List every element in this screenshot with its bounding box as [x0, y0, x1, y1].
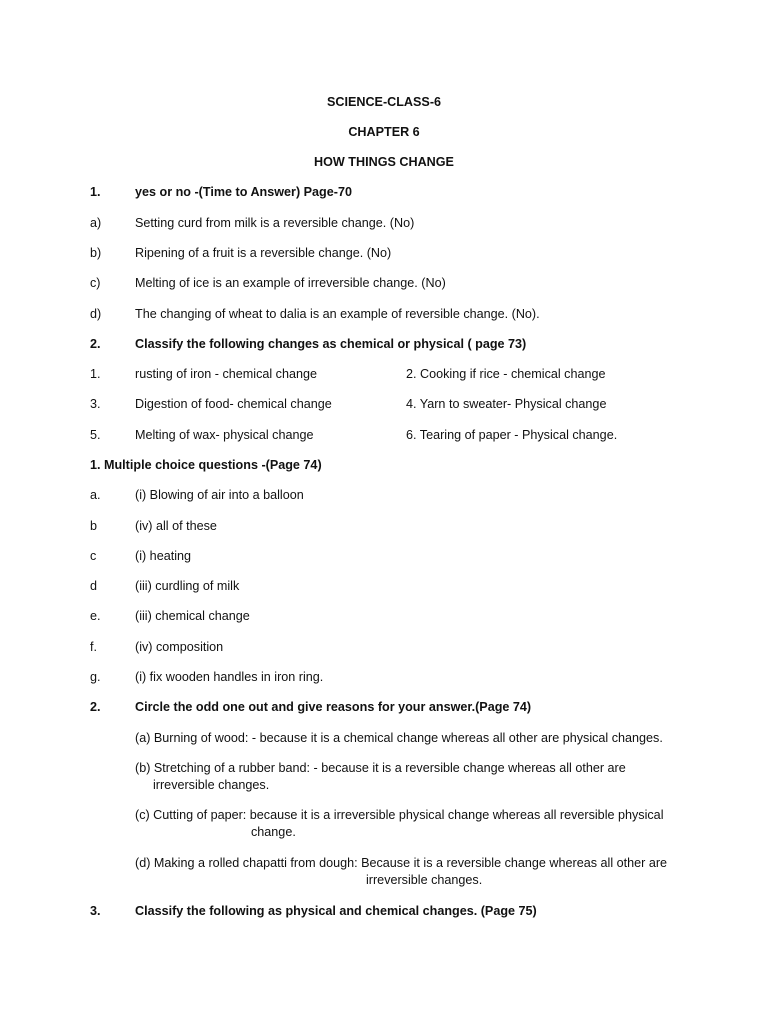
mcq-item-label: f. [90, 640, 97, 654]
q3-heading: Classify the following as physical and chemical changes. (Page 75) [135, 904, 537, 918]
odd-item-continuation: irreversible changes. [153, 778, 270, 792]
q1-item-label: a) [90, 216, 102, 230]
q2-row-left: rusting of iron - chemical change [135, 367, 318, 381]
mcq-item-text: (iv) composition [135, 640, 224, 654]
q2-row-right: 4. Yarn to sweater- Physical change [406, 397, 607, 411]
mcq-item-label: b [90, 519, 98, 533]
mcq-item-label: g. [90, 670, 101, 684]
mcq-heading: 1. Multiple choice questions -(Page 74) [90, 458, 322, 472]
mcq-item-text: (iii) chemical change [135, 609, 250, 623]
mcq-item-label: a. [90, 488, 101, 502]
q2-heading: Classify the following changes as chemical or physical ( page 73) [135, 337, 527, 351]
q1-item-text: Ripening of a fruit is a reversible change. (No) [135, 246, 392, 260]
mcq-item-text: (i) heating [135, 549, 192, 563]
q1-item-text: Setting curd from milk is a reversible change. (No) [135, 216, 415, 230]
q2-row-left: Digestion of food- chemical change [135, 397, 332, 411]
q2-row-right: 2. Cooking if rice - chemical change [406, 367, 606, 381]
odd-item-line: (b) Stretching of a rubber band: - because it is a reversible change whereas all other are [135, 761, 626, 775]
q2-row-left: Melting of wax- physical change [135, 428, 314, 442]
mcq-item-text: (iii) curdling of milk [135, 579, 240, 593]
odd-item-continuation: irreversible changes. [366, 873, 483, 887]
mcq-item-label: d [90, 579, 98, 593]
mcq-item-label: e. [90, 609, 101, 623]
mcq-item-text: (i) fix wooden handles in iron ring. [135, 670, 324, 684]
q2-number: 2. [90, 337, 101, 351]
mcq-item-text: (i) Blowing of air into a balloon [135, 488, 304, 502]
q1-item-label: b) [90, 246, 102, 260]
mcq-item-label: c [90, 549, 97, 563]
subject-heading: SCIENCE-CLASS-6 [326, 95, 442, 109]
odd-heading: Circle the odd one out and give reasons for your answer.(Page 74) [135, 700, 532, 714]
q1-item-label: c) [90, 276, 101, 290]
q1-item-text: Melting of ice is an example of irreversible change. (No) [135, 276, 446, 290]
q2-row-label: 5. [90, 428, 101, 442]
q2-row-right: 6. Tearing of paper - Physical change. [406, 428, 618, 442]
odd-item-line: (a) Burning of wood: - because it is a chemical change whereas all other are physical changes. [135, 731, 663, 745]
odd-item-line: (c) Cutting of paper: because it is a irreversible physical change whereas all reversible physical [135, 808, 664, 822]
mcq-item-text: (iv) all of these [135, 519, 217, 533]
chapter-title: HOW THINGS CHANGE [314, 155, 454, 169]
odd-item-line: (d) Making a rolled chapatti from dough: Because it is a reversible change whereas all other are [135, 856, 668, 870]
q1-item-label: d) [90, 307, 102, 321]
odd-number: 2. [90, 700, 101, 714]
q1-number: 1. [90, 185, 101, 199]
q2-row-label: 3. [90, 397, 101, 411]
q1-item-text: The changing of wheat to dalia is an example of reversible change. (No). [135, 307, 540, 321]
chapter-heading: CHAPTER 6 [348, 125, 420, 139]
q3-number: 3. [90, 904, 101, 918]
q2-row-label: 1. [90, 367, 101, 381]
odd-item-continuation: change. [251, 825, 296, 839]
q1-heading: yes or no -(Time to Answer) Page-70 [135, 185, 352, 199]
